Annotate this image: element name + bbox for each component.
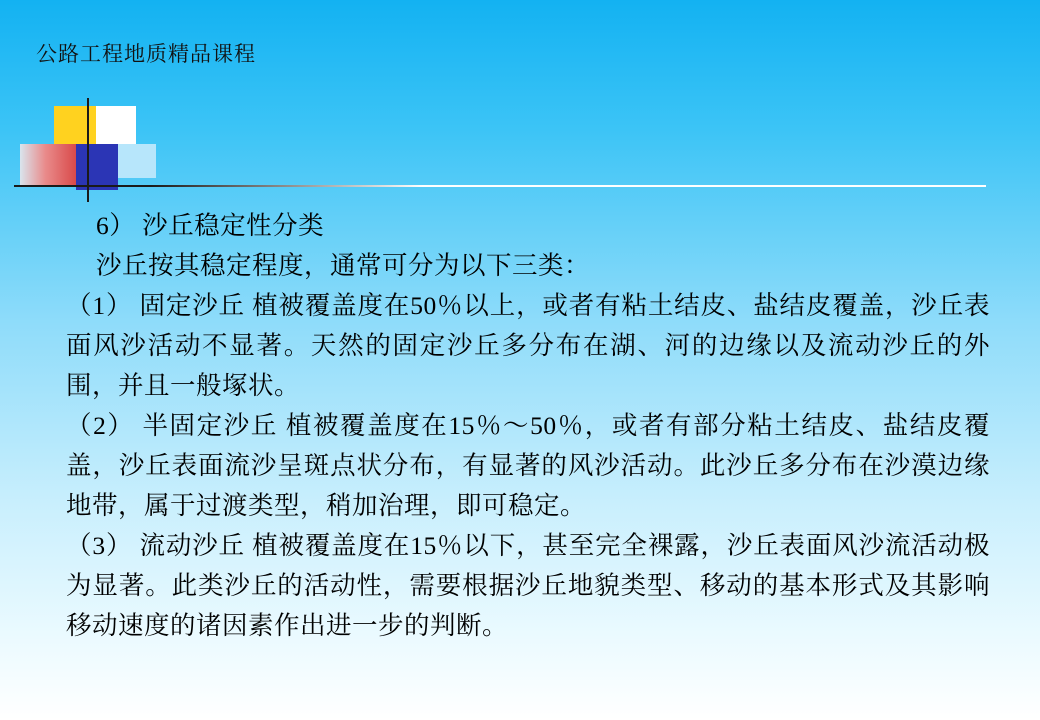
- light-blue-square-icon: [118, 144, 156, 178]
- body-paragraph-2: （2） 半固定沙丘 植被覆盖度在15％～50％，或者有部分粘土结皮、盐结皮覆盖，沙丘表面流沙呈斑点状分布，有显著的风沙活动。此沙丘多分布在沙漠边缘地带，属于过渡类型，稍加治理，即可稳定。: [66, 411, 990, 520]
- white-square-icon: [96, 106, 136, 146]
- body-paragraph-1: （1） 固定沙丘 植被覆盖度在50％以上，或者有粘土结皮、盐结皮覆盖，沙丘表面风沙活动不显著。天然的固定沙丘多分布在湖、河的边缘以及流动沙丘的外围，并且一般塚状。: [66, 291, 990, 400]
- body-paragraph-3: （3） 流动沙丘 植被覆盖度在15％以下，甚至完全裸露，沙丘表面风沙流活动极为显著。此类沙丘的活动性，需要根据沙丘地貌类型、移动的基本形式及其影响移动速度的诸因素作出进一步的判断。: [66, 531, 990, 640]
- horizontal-rule: [14, 185, 986, 187]
- pink-gradient-square-icon: [20, 144, 76, 186]
- body-heading: 6） 沙丘稳定性分类: [96, 211, 325, 240]
- yellow-square-icon: [54, 106, 96, 146]
- body-intro: 沙丘按其稳定程度，通常可分为以下三类：: [96, 251, 591, 280]
- slide-body: [66, 206, 990, 646]
- decorative-logo: [14, 104, 164, 204]
- blue-square-icon: [76, 144, 118, 190]
- page-title: 公路工程地质精品课程: [36, 42, 256, 66]
